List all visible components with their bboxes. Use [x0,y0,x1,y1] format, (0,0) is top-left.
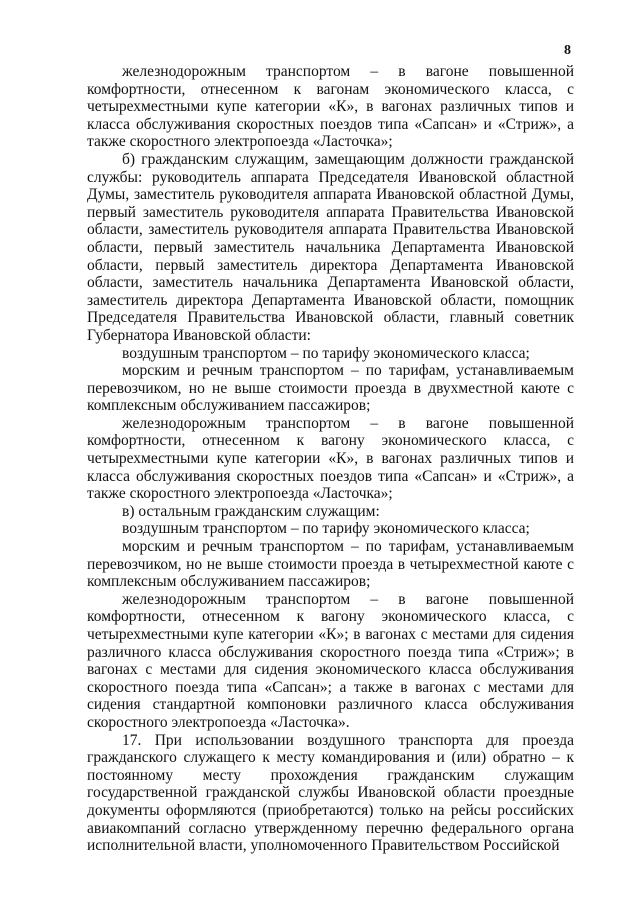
paragraph-17: 17. При использовании воздушного транспорта для проезда гражданского служащего к месту командирования и (или) обратно – к постоянному месту прохождения гражданским служащим государственной гражданской службы Ивановской области проездные документы оформляются (приобретаются) только на рейсы российских авиакомпаний согласно утвержденному перечню федерального органа исполнительной власти, уполномоченного Правительством Российской [87,731,574,855]
paragraph-rail-c: железнодорожным транспортом – в вагоне повышенной комфортности, отнесенном к вагону экономического класса, с четырехместными купе категории «К»; в вагонах с местами для сидения различного класса обслуживания скоростного поезда типа «Стриж»; в вагонах с местами для сидения экономического класса обслуживания скоростного поезда типа «Сапсан»; а также в вагонах с местами для сидения стандартной компоновки различного класса обслуживания скоростного электропоезда «Ласточка». [87,590,574,731]
paragraph-rail-b: железнодорожным транспортом – в вагоне повышенной комфортности, отнесенном к вагону экономического класса, с четырехместными купе категории «К», в вагонах различных типов и класса обслуживания скоростных поездов типа «Сапсан» и «Стриж», а также скоростного электропоезда «Ласточка»; [87,414,574,503]
paragraph-rail-premium-1: железнодорожным транспортом – в вагоне повышенной комфортности, отнесенном к вагонам экономического класса, с четырехместными купе категории «К», в вагонах различных типов и класса обслуживания скоростных поездов типа «Сапсан» и «Стриж», а также скоростного электропоезда «Ласточка»; [87,63,574,151]
page-number: 8 [564,43,571,58]
paragraph-category-b: б) гражданским служащим, замещающим должности гражданской службы: руководитель аппарата Председателя Ивановской областной Думы, заместитель руководителя аппарата Ивановской областной Думы, первый заместитель руководителя аппарата Правительства Ивановской области, заместитель руководителя аппарата Правительства Ивановской области, первый заместитель начальника Департамента Ивановской области, первый заместитель директора Департамента Ивановской области, заместитель начальника Департамента Ивановской области, заместитель директора Департамента Ивановской области, помощник Председателя Правительства Ивановской области, главный советник Губернатора Ивановской области: [87,150,574,344]
paragraph-air-c: воздушным транспортом – по тарифу экономического класса; [122,520,530,538]
paragraph-category-c: в) остальным гражданским служащим: [122,502,380,520]
document-body [87,63,574,855]
paragraph-air-b: воздушным транспортом – по тарифу экономического класса; [122,344,530,362]
paragraph-sea-c: морским и речным транспортом – по тарифам, устанавливаемым перевозчиком, но не выше стоимости проезда в четырехместной каюте с комплексным обслуживанием пассажиров; [87,538,574,591]
paragraph-sea-b: морским и речным транспортом – по тарифам, устанавливаемым перевозчиком, но не выше стоимости проезда в двухместной каюте с комплексным обслуживанием пассажиров; [87,362,574,415]
